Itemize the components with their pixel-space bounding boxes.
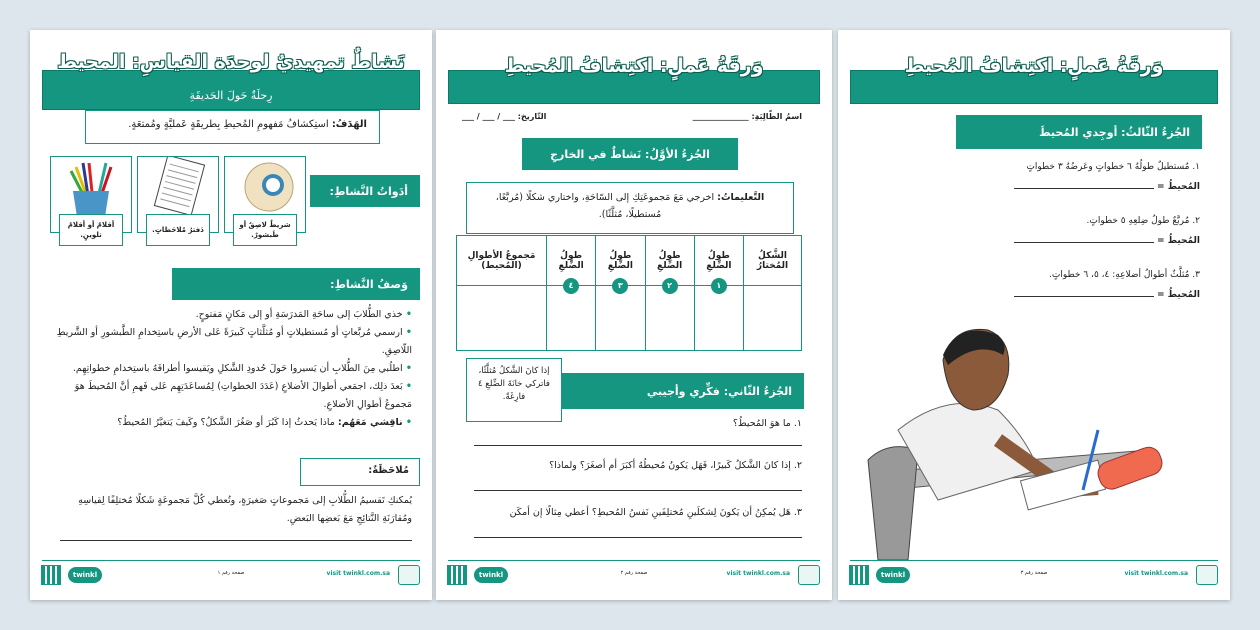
page-number: صفحة رقم ١ [217, 570, 245, 576]
tip-box: إذا كانَ الشَّكلُ مُثلَّثًا، فاتركي خانَةَ الضِّلعِ ٤ فارِغَةً. [466, 358, 562, 422]
visit-link[interactable]: visit twinkl.com.sa [326, 570, 390, 577]
footer [448, 560, 820, 588]
answer-label: المُحيطُ = [1014, 182, 1200, 192]
title-banner [42, 51, 420, 110]
table-cell[interactable] [744, 286, 802, 351]
tool-notebook [137, 156, 219, 233]
page-1 [30, 30, 432, 600]
number-badge: ٢ [662, 278, 678, 294]
page-title: نَشاطٌ تمهيديٌ لوحدَة القياسِ: المحيط [57, 51, 405, 73]
description-heading: وَصفُ النَّشاطِ: [172, 268, 420, 300]
tool-label: دَفترُ مُلاحَظاتٍ. [146, 214, 210, 246]
number-badge: ٣ [612, 278, 628, 294]
part1-heading: الجُزءُ الأوَّلُ: نَشاطٌ في الخارجِ [522, 138, 738, 170]
list-item: • ارسمي مُربَّعاتٍ أو مُستطيلاتٍ أو مُثلَّثاتٍ كَبيرَةً عَلى الأرضِ باستِخدامِ الطَّبشورِ أو الشَّريطِ اللّاصِقِ. [48, 324, 412, 360]
goal-label: الهَدَفُ: [331, 119, 367, 130]
page-number: صفحة رقم ٢ [620, 570, 648, 576]
footer [42, 560, 420, 588]
column-header: الشَّكلُ المُختارُ [744, 236, 802, 286]
table-cell[interactable] [645, 286, 694, 351]
note-text: يُمكنكِ تَقسيمُ الطُّلابِ إلى مَجموعاتٍ صَغيرَةٍ، وتُعطي كُلَّ مَجموعَةٍ شَكلًا مُختلِفًا لِقياسِهِ ومُقارَنَةِ النَّتائِجِ مَعَ بَعضِها البَعضِ. [78, 495, 412, 524]
column-header: مَجموعُ الأطوالِ (المُحيط) [457, 236, 547, 286]
part2-heading: الجُزءُ الثّاني: فكِّري وأجيبي [556, 373, 804, 409]
subtitle: رِحلَةٌ حَولَ الحَديقَةِ [189, 89, 273, 102]
answer-label: المُحيطُ = [1014, 236, 1200, 246]
measurement-table [456, 235, 802, 351]
instructions-box [466, 182, 794, 234]
page-2 [436, 30, 832, 600]
badge-icon [1196, 565, 1218, 585]
list-item: • خذي الطُّلابَ إلى ساحَةِ المَدرَسَةِ أو إلى مَكانٍ مَفتوحٍ. [48, 306, 412, 324]
page-title: وَرقَةُ عَملٍ: اكتِشافُ المُحيطِ [904, 55, 1164, 77]
student-name-field[interactable]: اسمُ الطّالِبَةِ: ______________ [692, 112, 802, 121]
table-row [457, 286, 802, 351]
table-cell[interactable] [694, 286, 743, 351]
column-header: طولُ الضِّلعِ ١ [694, 236, 743, 286]
instructions-label: التَّعليماتُ: [717, 192, 765, 203]
answer-label: المُحيطُ = [1014, 290, 1200, 300]
column-header: طولُ الضِّلعِ ٣ [596, 236, 645, 286]
twinkl-logo: twinkl [68, 567, 102, 583]
table-cell[interactable] [457, 286, 547, 351]
answer-line[interactable] [474, 445, 802, 446]
goal-text: استِكشافُ مَفهومِ المُحيطِ بِطريقَةٍ عَمليَّةٍ ومُمتعَةٍ. [128, 119, 332, 130]
title-banner [850, 55, 1218, 104]
question-1: ١. ما هوَ المُحيطُ؟ [732, 418, 802, 429]
footer [850, 560, 1218, 588]
pencils-icon [51, 157, 131, 217]
title-banner [448, 55, 820, 104]
list-item [48, 414, 412, 432]
tool-label: شريطٌ لاصِقٌ أو طَبشورٌ. [233, 214, 297, 246]
table-cell[interactable] [547, 286, 596, 351]
discuss-label: ناقِشي مَعَهُم: [337, 417, 403, 428]
tape-icon [225, 157, 305, 217]
student-writing-illustration [848, 320, 1168, 560]
answer-line[interactable] [474, 537, 802, 538]
notebook-icon [138, 157, 218, 217]
description-list [48, 306, 412, 432]
number-badge: ١ [711, 278, 727, 294]
page-number: صفحة رقم ٣ [1020, 570, 1048, 576]
goal-box [85, 110, 380, 144]
instructions-text: اخرجي مَعَ مَجموعَتِكِ إلى السّاحَةِ، واختاري شكلًا (مُربَّعًا، مُستطيلًا، مُثلَّثًا). [495, 192, 718, 220]
tool-label: أقلامٌ أو أقلامُ تلوينٍ. [59, 214, 123, 246]
table-cell[interactable] [596, 286, 645, 351]
divider [60, 540, 412, 541]
visit-link[interactable]: visit twinkl.com.sa [726, 570, 790, 577]
column-header: طولُ الضِّلعِ ٢ [645, 236, 694, 286]
page-3 [838, 30, 1230, 600]
twinkl-logo: twinkl [474, 567, 508, 583]
list-item: • اطلُبي مِنَ الطُّلابِ أن يَسيروا حَولَ حُدودِ الشَّكلِ ويَقيسوا أطرافَهُ باستِخدامِ خطواتِهِم. [48, 360, 412, 378]
badge-icon [398, 565, 420, 585]
twinkl-logo: twinkl [876, 567, 910, 583]
number-badge: ٤ [563, 278, 579, 294]
problem-3: ٣. مُثلَّثٌ أطوالُ أضلاعِهِ: ٤، ٥، ٦ خطواتٍ. [1049, 270, 1200, 280]
list-item: • بَعدَ ذلِك، اجمَعي أطوالَ الأضلاعِ (عَدَدَ الخطواتِ) لِمُساعَدَتِهِم عَلى فَهمِ أنَّ المُحيطَ هوَ مَجموعُ أطوالِ الأضلاعِ. [48, 378, 412, 414]
tools-heading: أدَواتُ النَّشاطِ: [310, 175, 420, 207]
question-3: ٣. هَل يُمكِنُ أن يَكونَ لِشكلَينِ مُختلِفَينِ نَفسُ المُحيطِ؟ أعطي مِثالًا إن أمكَن [509, 507, 802, 518]
date-field[interactable]: التّاريخ: ___ / ___ / ___ [462, 112, 547, 121]
problem-2: ٢. مُربَّعٌ طولُ ضِلعِهِ ٥ خطواتٍ. [1086, 216, 1200, 226]
question-2: ٢. إذا كانَ الشَّكلُ كَبيرًا، فَهَل يَكونُ مُحيطُهُ أكبَرَ أم أصغَرَ؟ ولماذا؟ [549, 460, 802, 471]
tool-tape [224, 156, 306, 239]
discuss-text: ماذا يَحدثُ إذا كَبُرَ أو صَغُرَ الشَّكلُ؟ وكَيفَ يَتغيَّرُ المُحيطُ؟ [117, 417, 338, 428]
note-heading: مُلاحَظَةٌ: [300, 458, 420, 486]
badge-icon [798, 565, 820, 585]
problem-1: ١. مُستطيلٌ طولُهُ ٦ خطواتٍ وعَرضُهُ ٣ خطواتٍ [1026, 162, 1200, 172]
column-header: طولُ الضِّلعِ ٤ [547, 236, 596, 286]
visit-link[interactable]: visit twinkl.com.sa [1124, 570, 1188, 577]
tool-pencils [50, 156, 132, 239]
page-title: وَرقَةُ عَملٍ: اكتِشافُ المُحيطِ [504, 55, 764, 77]
answer-line[interactable] [474, 490, 802, 491]
part3-heading: الجُزءُ الثّالثُ: أوجِدي المُحيطَ [956, 115, 1202, 149]
